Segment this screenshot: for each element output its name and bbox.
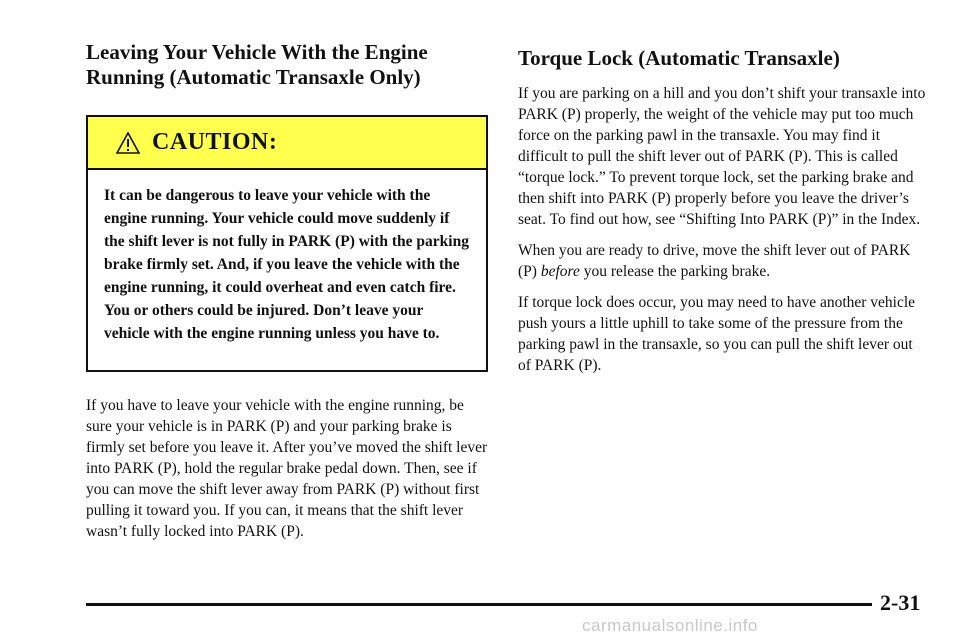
torque-lock-paragraph-3: If torque lock does occur, you may need to have another vehicle push yours a little uphill to take some of the pressure from the parking pawl in the transaxle, so you can pull the shift lever out of PARK (P). (518, 294, 916, 374)
footer-rule (86, 603, 872, 606)
left-column (86, 40, 492, 542)
caution-header (88, 117, 486, 170)
section-heading-torque-lock: Torque Lock (Automatic Transaxle) (518, 46, 840, 70)
leaving-vehicle-paragraph: If you have to leave your vehicle with the engine running, be sure your vehicle is in PARK (P) and your parking brake is firmly set before you leave it. After you’ve moved the shift lever into PARK (P), hold the regular brake pedal down. Then, see if you can move the shift lever away from PARK (P) without first pulling it toward you. If you can, it means that the shift lever wasn’t fully locked into PARK (P). (86, 397, 488, 540)
warning-triangle-icon (116, 132, 140, 154)
caution-text: It can be dangerous to leave your vehicle with the engine running. Your vehicle could move suddenly if the shift lever is not fully in PARK (P) with the parking brake firmly set. And, if you leave the vehicle with the engine running, it could overheat and even catch fire. You or others could be injured. Don’t leave your vehicle with the engine running unless you have to. (104, 187, 469, 342)
heading-line-1: Leaving Your Vehicle With the Engine (86, 40, 428, 64)
caution-title: CAUTION: (152, 129, 278, 155)
torque-lock-paragraph-2 (518, 240, 928, 282)
p2-emphasis: before (540, 263, 580, 280)
p2-text-before: When you are ready to drive, move the shift lever out of PARK (P) (518, 242, 911, 280)
torque-lock-paragraph-1: If you are parking on a hill and you don’t shift your transaxle into PARK (P) properly, the weight of the vehicle may put too much force on the parking pawl in the transaxle. You may find it difficult to pull the shift lever out of PARK (P). This is called “torque lock.” To prevent torque lock, set the parking brake and then shift into PARK (P) properly before you leave the driver’s seat. To find out how, see “Shifting Into PARK (P)” in the Index. (518, 85, 926, 228)
watermark-text: carmanualsonline.info (582, 616, 758, 635)
page-number: 2-31 (880, 590, 921, 615)
heading-line-2: Running (Automatic Transaxle Only) (86, 65, 421, 89)
section-heading-leaving-vehicle (86, 40, 492, 90)
caution-box (86, 115, 488, 372)
right-column (518, 40, 928, 376)
p2-text-after: you release the parking brake. (579, 263, 771, 280)
